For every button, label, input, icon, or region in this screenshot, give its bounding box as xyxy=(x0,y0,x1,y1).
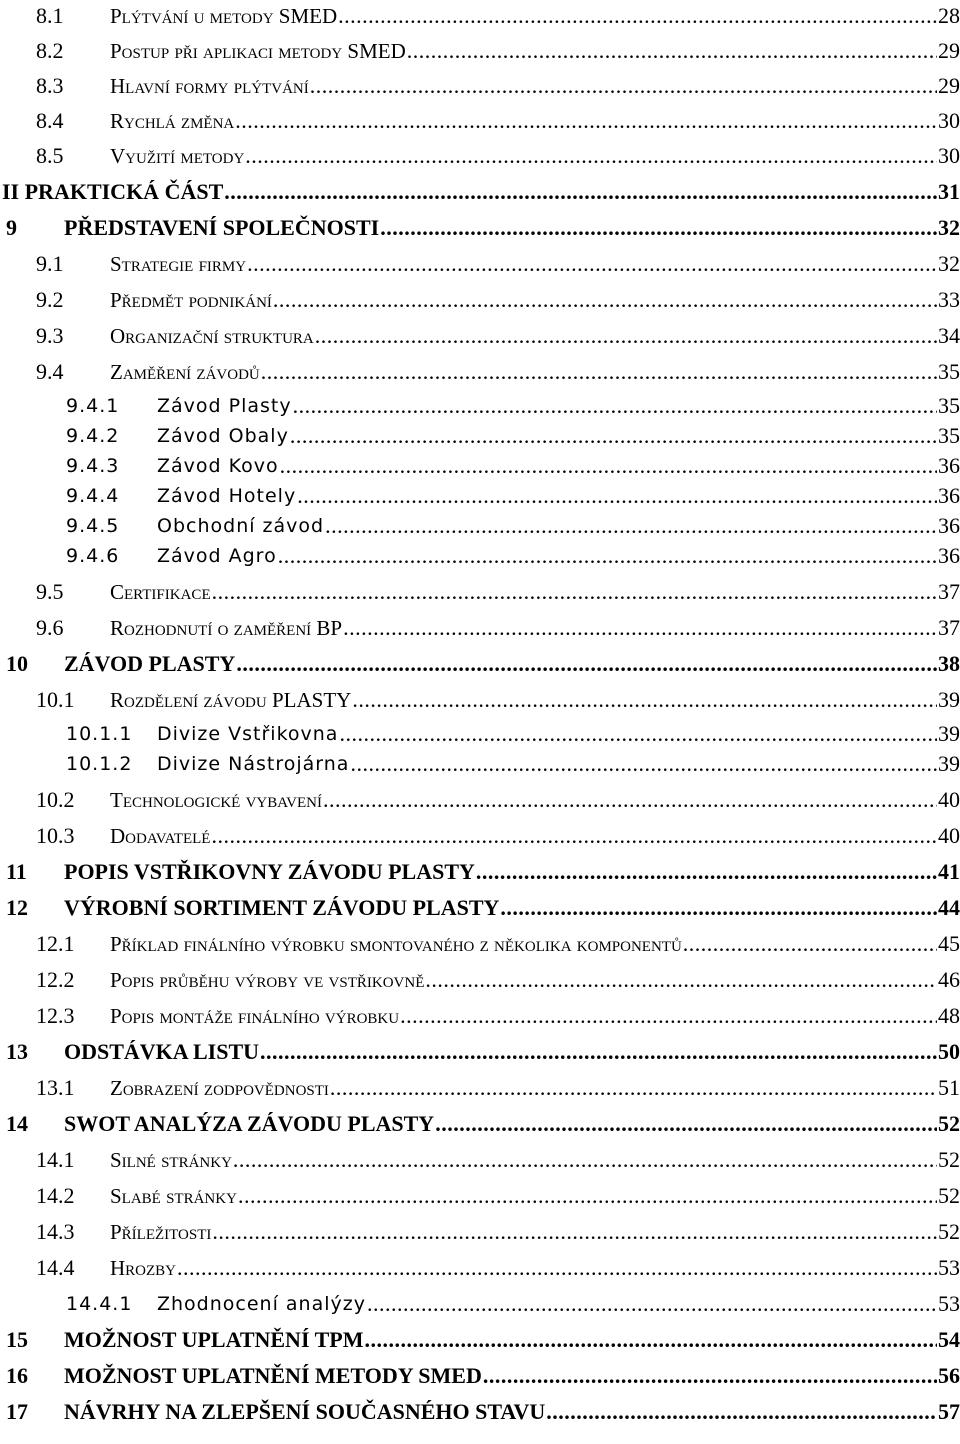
dot-leader xyxy=(177,1255,937,1281)
toc-entry-title: Rychlá změna xyxy=(110,109,235,133)
toc-entry-body xyxy=(110,1147,960,1173)
toc-entry-number: 9.4.6 xyxy=(66,545,120,567)
toc-entry-page: 34 xyxy=(938,323,960,348)
toc-entry-page: 36 xyxy=(938,453,960,478)
toc-entry-number: 14.2 xyxy=(36,1183,75,1208)
toc-entry[interactable] xyxy=(0,510,960,542)
toc-entry-body xyxy=(110,823,960,849)
toc-entry-body xyxy=(64,1039,960,1065)
toc-entry-body xyxy=(64,859,960,885)
toc-entry-number: 9.6 xyxy=(36,615,64,640)
toc-entry-number: 8.2 xyxy=(36,38,64,63)
toc-entry-number: 10.3 xyxy=(36,823,75,848)
toc-entry-page: 29 xyxy=(938,73,960,98)
toc-entry-title: NÁVRHY NA ZLEPŠENÍ SOUČASNÉHO STAVU xyxy=(64,1399,546,1424)
toc-entry-number: 12.3 xyxy=(36,1003,75,1028)
toc-entry-page: 32 xyxy=(938,251,960,276)
toc-entry[interactable] xyxy=(0,105,960,137)
toc-entry-number: 8.5 xyxy=(36,143,64,168)
toc-entry[interactable] xyxy=(0,784,960,816)
toc-entry-title: Slabé stránky xyxy=(110,1184,237,1208)
toc-entry-body xyxy=(110,1003,960,1029)
toc-entry-title: Závod Agro xyxy=(157,545,277,567)
toc-entry-number: 11 xyxy=(6,859,27,884)
toc-entry-title: Divize Nástrojárna xyxy=(157,753,350,775)
dot-leader xyxy=(352,687,937,713)
toc-entry-number: 10.1.2 xyxy=(66,753,133,775)
toc-entry-body xyxy=(110,287,960,313)
toc-entry-number: 9.4.3 xyxy=(66,455,120,477)
dot-leader xyxy=(224,179,937,205)
dot-leader xyxy=(273,287,937,313)
toc-entry-title: Závod Hotely xyxy=(157,485,297,507)
toc-entry-title: Zhodnocení analýzy xyxy=(157,1293,366,1315)
toc-entry[interactable] xyxy=(0,1396,960,1428)
toc-entry-title: Hlavní formy plýtvání xyxy=(110,74,309,98)
dot-leader xyxy=(233,1147,937,1173)
toc-entry-page: 56 xyxy=(938,1363,960,1388)
toc-entry-title: Divize Vstřikovna xyxy=(157,723,339,745)
toc-entry-page: 33 xyxy=(938,287,960,312)
toc-entry-title: Předmět podnikání xyxy=(110,288,272,312)
toc-entry-number: 9.4.4 xyxy=(66,485,120,507)
toc-entry-page: 53 xyxy=(938,1255,960,1280)
toc-entry[interactable] xyxy=(0,450,960,482)
toc-entry-page: 46 xyxy=(938,967,960,992)
toc-entry-body xyxy=(157,453,960,479)
toc-entry-body xyxy=(110,3,960,29)
toc-entry-body xyxy=(110,931,960,957)
toc-entry[interactable] xyxy=(0,35,960,67)
dot-leader xyxy=(380,215,937,241)
toc-entry-title: POPIS VSTŘIKOVNY ZÁVODU PLASTY xyxy=(64,859,475,884)
toc-entry-title: Závod Kovo xyxy=(157,455,279,477)
dot-leader xyxy=(247,251,937,277)
toc-entry-title: Popis průběhu výroby ve vstřikovně xyxy=(110,968,425,992)
toc-entry-page: 28 xyxy=(938,3,960,28)
toc-entry-page: 52 xyxy=(938,1111,960,1136)
toc-entry-page: 38 xyxy=(938,651,960,676)
toc-entry-page: 53 xyxy=(938,1291,960,1316)
dot-leader xyxy=(280,453,937,479)
toc-entry-body xyxy=(110,1255,960,1281)
toc-entry-page: 39 xyxy=(938,751,960,776)
toc-entry-title: Zaměření závodů xyxy=(110,360,260,384)
toc-entry-body xyxy=(110,359,960,385)
toc-entry-body xyxy=(110,251,960,277)
dot-leader xyxy=(235,108,937,134)
toc-entry-page: 41 xyxy=(938,859,960,884)
toc-entry-title: MOŽNOST UPLATNĚNÍ METODY SMED xyxy=(64,1363,482,1388)
dot-leader xyxy=(236,651,937,677)
toc-entry-title: Příležitosti xyxy=(110,1220,212,1244)
toc-entry-body xyxy=(110,787,960,813)
toc-entry-number: 8.3 xyxy=(36,73,64,98)
toc-entry-number: 9.4.2 xyxy=(66,425,120,447)
toc-entry[interactable] xyxy=(0,718,960,750)
toc-entry-body xyxy=(157,423,960,449)
toc-entry[interactable] xyxy=(0,964,960,996)
toc-entry-title: Závod Plasty xyxy=(157,395,292,417)
toc-entry-number: 14.3 xyxy=(36,1219,75,1244)
toc-entry-title: Využití metody xyxy=(110,144,245,168)
toc-entry-number: 10 xyxy=(6,651,28,676)
toc-entry-number: 14.4.1 xyxy=(66,1293,133,1315)
toc-entry-page: 48 xyxy=(938,1003,960,1028)
toc-entry-body xyxy=(110,1075,960,1101)
toc-entry-body xyxy=(110,1183,960,1209)
dot-leader xyxy=(310,73,937,99)
toc-entry[interactable] xyxy=(0,892,960,924)
toc-entry-number: 17 xyxy=(6,1399,28,1424)
toc-entry-body xyxy=(157,751,960,777)
toc-entry[interactable] xyxy=(0,480,960,512)
toc-entry[interactable] xyxy=(0,1180,960,1212)
toc-entry[interactable] xyxy=(0,70,960,102)
toc-entry-body xyxy=(110,1219,960,1245)
toc-entry[interactable] xyxy=(0,856,960,888)
toc-entry-number: 10.1.1 xyxy=(66,723,133,745)
toc-entry-number: 9.5 xyxy=(36,579,64,604)
toc-entry[interactable] xyxy=(0,1000,960,1032)
toc-entry[interactable] xyxy=(0,648,960,680)
dot-leader xyxy=(425,967,937,993)
toc-entry[interactable] xyxy=(0,1108,960,1140)
toc-entry-page: 39 xyxy=(938,687,960,712)
toc-entry-body xyxy=(157,513,960,539)
toc-entry-page: 40 xyxy=(938,787,960,812)
toc-entry-page: 36 xyxy=(938,513,960,538)
toc-entry-body xyxy=(64,1327,960,1353)
toc-entry-number: 14.4 xyxy=(36,1255,75,1280)
toc-entry-page: 44 xyxy=(938,895,960,920)
toc-entry-number: 14 xyxy=(6,1111,28,1136)
toc-entry-body xyxy=(110,143,960,169)
toc-entry-title: Zobrazení zodpovědnosti xyxy=(110,1076,329,1100)
toc-entry[interactable] xyxy=(0,1144,960,1176)
toc-entry-title: ZÁVOD PLASTY xyxy=(64,651,236,676)
toc-entry-title: Dodavatelé xyxy=(110,824,211,848)
toc-entry-title: II PRAKTICKÁ ČÁST xyxy=(2,179,224,204)
toc-entry-body xyxy=(64,1111,960,1137)
toc-entry[interactable] xyxy=(0,420,960,452)
dot-leader xyxy=(400,1003,937,1029)
dot-leader xyxy=(338,3,937,29)
dot-leader xyxy=(483,1363,937,1389)
dot-leader xyxy=(260,1039,937,1065)
dot-leader xyxy=(339,721,937,747)
toc-entry-number: 12.2 xyxy=(36,967,75,992)
toc-entry-page: 57 xyxy=(938,1399,960,1424)
toc-entry[interactable] xyxy=(0,390,960,422)
toc-entry[interactable] xyxy=(0,928,960,960)
toc-entry-number: 14.1 xyxy=(36,1147,75,1172)
toc-entry-title: VÝROBNÍ SORTIMENT ZÁVODU PLASTY xyxy=(64,895,500,920)
toc-entry-title: Závod Obaly xyxy=(157,425,289,447)
toc-entry-number: 9.4.5 xyxy=(66,515,120,537)
toc-entry-number: 12 xyxy=(6,895,28,920)
toc-entry-page: 36 xyxy=(938,543,960,568)
toc-entry-number: 9.4.1 xyxy=(66,395,120,417)
toc-entry-body xyxy=(2,179,960,205)
toc-entry-page: 30 xyxy=(938,143,960,168)
dot-leader xyxy=(683,931,937,957)
toc-entry-body xyxy=(64,215,960,241)
toc-entry-page: 36 xyxy=(938,483,960,508)
toc-entry-page: 52 xyxy=(938,1147,960,1172)
toc-entry-title: Silné stránky xyxy=(110,1148,232,1172)
toc-entry-page: 37 xyxy=(938,579,960,604)
toc-entry[interactable] xyxy=(0,540,960,572)
toc-entry-body xyxy=(157,483,960,509)
dot-leader xyxy=(367,1291,937,1317)
toc-entry-body xyxy=(110,687,960,713)
toc-entry-number: 12.1 xyxy=(36,931,75,956)
toc-entry-title: Příklad finálního výrobku smontovaného z několika komponentů xyxy=(110,932,682,956)
toc-entry[interactable] xyxy=(0,1288,960,1320)
dot-leader xyxy=(343,615,937,641)
toc-entry-title: Technologické vybavení xyxy=(110,788,322,812)
dot-leader xyxy=(364,1327,937,1353)
toc-entry[interactable] xyxy=(0,1324,960,1356)
toc-entry-title: Hrozby xyxy=(110,1256,177,1280)
toc-entry-body xyxy=(157,1291,960,1317)
dot-leader xyxy=(261,359,937,385)
toc-entry-body xyxy=(157,721,960,747)
toc-entry-title: Strategie firmy xyxy=(110,252,247,276)
dot-leader xyxy=(330,1075,937,1101)
dot-leader xyxy=(546,1399,937,1425)
toc-entry[interactable] xyxy=(0,1072,960,1104)
toc-entry-page: 51 xyxy=(938,1075,960,1100)
dot-leader xyxy=(435,1111,937,1137)
toc-entry-title: ODSTÁVKA LISTU xyxy=(64,1039,260,1064)
toc-entry-page: 35 xyxy=(938,393,960,418)
dot-leader xyxy=(407,38,937,64)
toc-entry-page: 40 xyxy=(938,823,960,848)
toc-entry-title: Postup při aplikaci metody SMED xyxy=(110,39,406,63)
toc-entry-number: 16 xyxy=(6,1363,28,1388)
toc-entry-title: Rozhodnutí o zaměření BP xyxy=(110,616,343,640)
toc-entry-title: MOŽNOST UPLATNĚNÍ TPM xyxy=(64,1327,364,1352)
toc-entry[interactable] xyxy=(0,1360,960,1392)
dot-leader xyxy=(245,143,937,169)
toc-entry[interactable] xyxy=(0,140,960,172)
toc-entry-body xyxy=(110,579,960,605)
toc-entry-page: 35 xyxy=(938,423,960,448)
toc-entry-number: 9.3 xyxy=(36,323,64,348)
toc-entry-body xyxy=(110,38,960,64)
dot-leader xyxy=(325,513,937,539)
toc-entry-page: 52 xyxy=(938,1183,960,1208)
toc-entry[interactable] xyxy=(0,320,960,352)
toc-entry-page: 37 xyxy=(938,615,960,640)
toc-entry-number: 10.2 xyxy=(36,787,75,812)
toc-entry[interactable] xyxy=(0,820,960,852)
toc-entry-number: 8.1 xyxy=(36,3,64,28)
dot-leader xyxy=(323,787,937,813)
toc-entry-body xyxy=(110,323,960,349)
toc-entry[interactable] xyxy=(0,212,960,244)
toc-entry[interactable] xyxy=(0,1252,960,1284)
toc-entry[interactable] xyxy=(0,612,960,644)
toc-entry-title: PŘEDSTAVENÍ SPOLEČNOSTI xyxy=(64,215,380,240)
dot-leader xyxy=(297,483,937,509)
dot-leader xyxy=(211,823,937,849)
toc-entry-body xyxy=(64,651,960,677)
toc-entry-number: 8.4 xyxy=(36,108,64,133)
dot-leader xyxy=(350,751,937,777)
toc-entry-page: 54 xyxy=(938,1327,960,1352)
dot-leader xyxy=(278,543,937,569)
toc-entry-page: 35 xyxy=(938,359,960,384)
toc-entry-page: 29 xyxy=(938,38,960,63)
toc-entry[interactable] xyxy=(0,1216,960,1248)
toc-entry-body xyxy=(110,108,960,134)
toc-entry-number: 10.1 xyxy=(36,687,75,712)
toc-entry-page: 32 xyxy=(938,215,960,240)
toc-entry[interactable] xyxy=(0,1036,960,1068)
dot-leader xyxy=(500,895,937,921)
toc-entry-body xyxy=(110,967,960,993)
toc-entry-body xyxy=(110,73,960,99)
dot-leader xyxy=(212,1219,937,1245)
toc-entry-title: Obchodní závod xyxy=(157,515,325,537)
toc-entry-page: 30 xyxy=(938,108,960,133)
toc-entry[interactable] xyxy=(0,248,960,280)
toc-entry-number: 9 xyxy=(6,215,17,240)
toc-entry-number: 13 xyxy=(6,1039,28,1064)
dot-leader xyxy=(212,579,937,605)
dot-leader xyxy=(238,1183,937,1209)
toc-entry-body xyxy=(157,543,960,569)
toc-entry-number: 9.4 xyxy=(36,359,64,384)
toc-entry-body xyxy=(64,1399,960,1425)
toc-entry[interactable] xyxy=(0,284,960,316)
toc-entry-number: 9.1 xyxy=(36,251,64,276)
toc-entry-body xyxy=(110,615,960,641)
toc-entry-page: 39 xyxy=(938,721,960,746)
toc-entry[interactable] xyxy=(0,576,960,608)
dot-leader xyxy=(293,393,937,419)
toc-entry-number: 13.1 xyxy=(36,1075,75,1100)
toc-entry-title: Plýtvání u metody SMED xyxy=(110,4,338,28)
toc-entry[interactable] xyxy=(0,356,960,388)
toc-entry[interactable] xyxy=(0,748,960,780)
toc-entry-body xyxy=(64,895,960,921)
dot-leader xyxy=(315,323,937,349)
toc-entry[interactable] xyxy=(0,176,960,208)
toc-entry-title: Popis montáže finálního výrobku xyxy=(110,1004,400,1028)
dot-leader xyxy=(290,423,937,449)
toc-entry-title: Rozdělení závodu PLASTY xyxy=(110,688,352,712)
toc-entry-title: Certifikace xyxy=(110,580,211,604)
toc-entry-page: 45 xyxy=(938,931,960,956)
toc-entry-title: SWOT ANALÝZA ZÁVODU PLASTY xyxy=(64,1111,435,1136)
toc-entry-body xyxy=(64,1363,960,1389)
toc-entry-title: Organizační struktura xyxy=(110,324,314,348)
toc-entry-body xyxy=(157,393,960,419)
toc-entry-page: 52 xyxy=(938,1219,960,1244)
toc-entry-page: 31 xyxy=(938,179,960,204)
toc-entry[interactable] xyxy=(0,0,960,32)
toc-entry-number: 15 xyxy=(6,1327,28,1352)
toc-entry-page: 50 xyxy=(938,1039,960,1064)
dot-leader xyxy=(476,859,937,885)
toc-entry-number: 9.2 xyxy=(36,287,64,312)
toc-entry[interactable] xyxy=(0,684,960,716)
